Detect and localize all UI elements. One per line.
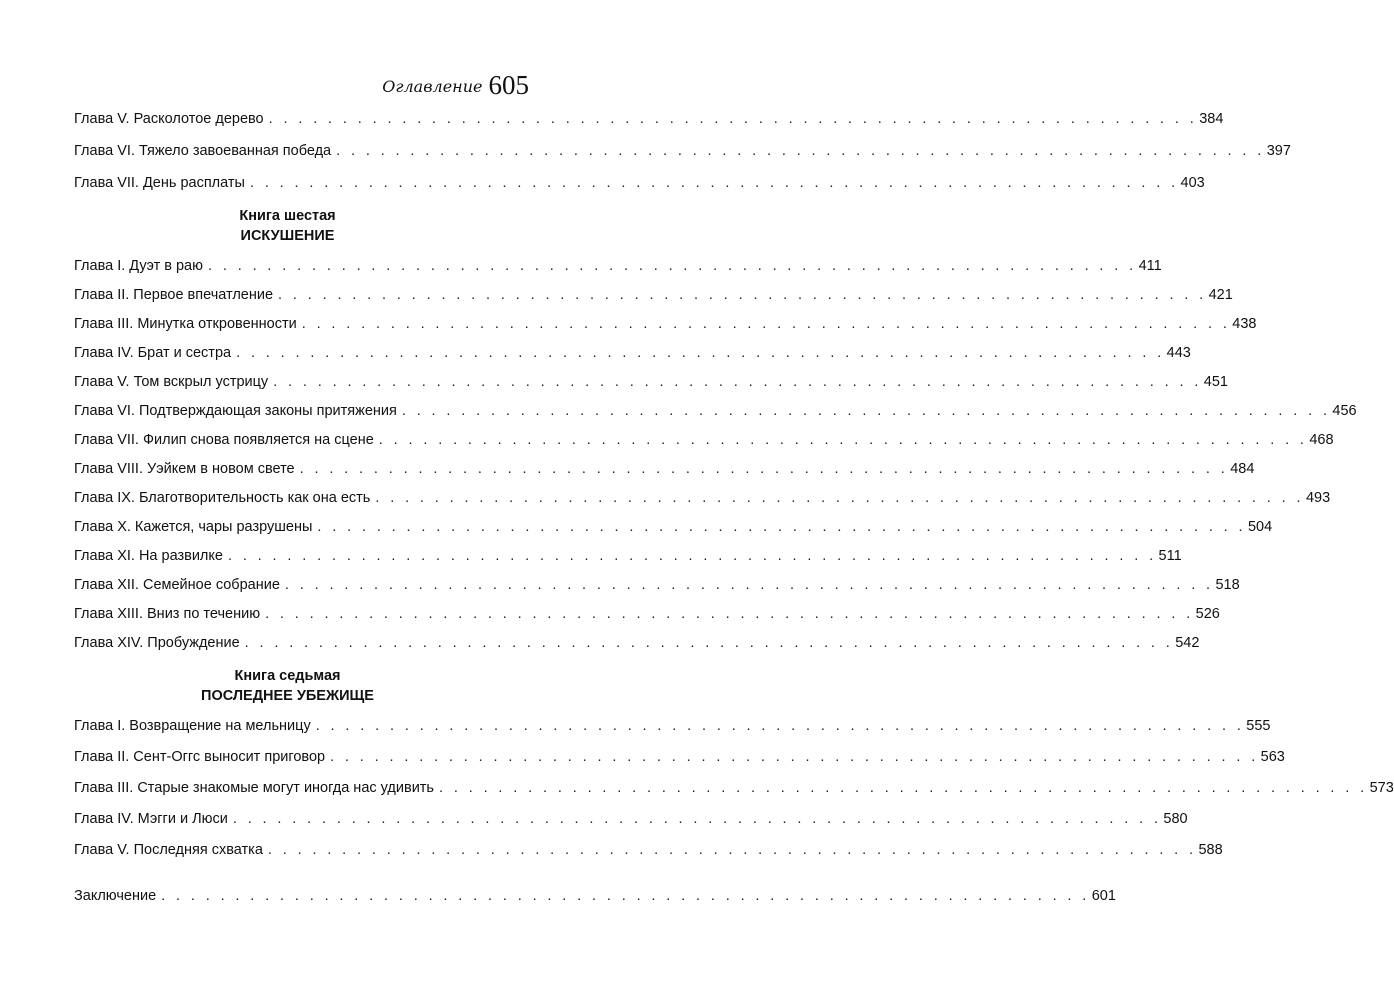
toc-entry-page: 493 [1305, 490, 1331, 506]
toc-entry-page: 484 [1230, 461, 1255, 477]
toc-leader-dots: . . . . . . . . . . . . . . . . . . . . . . . . . . . . . . . . . . . . . . . . . . . . . . . . . . . . . . . . . . . . . . . [208, 258, 1137, 274]
toc-leader-dots: . . . . . . . . . . . . . . . . . . . . . . . . . . . . . . . . . . . . . . . . . . . . . . . . . . . . . . . . . . . . . . . [330, 749, 1259, 765]
toc-entry-title: Глава V. Том вскрыл устрицу [74, 374, 269, 390]
toc-entry-page: 573 [1369, 780, 1394, 796]
toc-entry [74, 140, 1291, 162]
toc-entry [74, 574, 1240, 596]
toc-entry-page: 542 [1175, 635, 1200, 651]
toc-entry-title: Глава XI. На развилке [74, 548, 223, 564]
toc-entry [74, 632, 1200, 654]
toc-entry [74, 313, 1257, 335]
toc-entry-title: Глава IX. Благотворительность как она есть [74, 490, 371, 506]
toc-entry-page: 384 [1199, 111, 1224, 127]
toc-leader-dots: . . . . . . . . . . . . . . . . . . . . . . . . . . . . . . . . . . . . . . . . . . . . . . . . . . . . . . . . . . . . . . . [249, 175, 1179, 191]
toc-entry-page: 511 [1158, 548, 1182, 564]
toc-leader-dots: . . . . . . . . . . . . . . . . . . . . . . . . . . . . . . . . . . . . . . . . . . . . . . . . . . . . . . . . . . . . . . . [278, 287, 1207, 303]
book-title: ПОСЛЕДНЕЕ УБЕЖИЩЕ [201, 688, 374, 704]
toc-entry-page: 456 [1332, 403, 1357, 419]
toc-entry-page: 468 [1309, 432, 1334, 448]
toc-leader-dots: . . . . . . . . . . . . . . . . . . . . . . . . . . . . . . . . . . . . . . . . . . . . . . . . . . . . . . . . . . . . . . . [336, 143, 1265, 159]
toc-entry-page: 555 [1246, 718, 1271, 734]
toc-entry-title: Глава VIII. Уэйкем в новом свете [74, 461, 295, 477]
toc-entry [74, 458, 1255, 480]
toc-entry [74, 255, 1162, 277]
running-header [74, 70, 529, 101]
toc-entry-title: Глава XII. Семейное собрание [74, 577, 280, 593]
toc-leader-dots: . . . . . . . . . . . . . . . . . . . . . . . . . . . . . . . . . . . . . . . . . . . . . . . . . . . . . . . . . . . . . . . [317, 519, 1246, 535]
toc-entry-title: Глава VI. Тяжело завоеванная победа [74, 143, 332, 159]
toc-entry-page: 443 [1166, 345, 1191, 361]
toc-entry-title: Глава II. Сент-Оггс выносит приговор [74, 749, 326, 765]
toc-leader-dots: . . . . . . . . . . . . . . . . . . . . . . . . . . . . . . . . . . . . . . . . . . . . . . . . . . . . . . . . . . . . . . . [227, 548, 1157, 564]
toc-entry [74, 777, 1394, 799]
toc-entry-page: 518 [1215, 577, 1240, 593]
toc-entry-title: Глава I. Возвращение на мельницу [74, 718, 311, 734]
toc-leader-dots: . . . . . . . . . . . . . . . . . . . . . . . . . . . . . . . . . . . . . . . . . . . . . . . . . . . . . . . . . . . . . . . [244, 635, 1174, 651]
toc-leader-dots: . . . . . . . . . . . . . . . . . . . . . . . . . . . . . . . . . . . . . . . . . . . . . . . . . . . . . . . . . . . . . . . [375, 490, 1304, 506]
toc-entry-title: Глава I. Дуэт в раю [74, 258, 203, 274]
toc-entry-page: 451 [1203, 374, 1228, 390]
toc-entry [74, 746, 1285, 768]
toc-leader-dots: . . . . . . . . . . . . . . . . . . . . . . . . . . . . . . . . . . . . . . . . . . . . . . . . . . . . . . . . . . . . . . . [439, 780, 1368, 796]
toc-leader-dots: . . . . . . . . . . . . . . . . . . . . . . . . . . . . . . . . . . . . . . . . . . . . . . . . . . . . . . . . . . . . . . . [299, 461, 1229, 477]
toc-entry-title: Заключение [74, 888, 157, 904]
toc-entry-title: Глава XIV. Пробуждение [74, 635, 240, 651]
toc-entry-title: Глава VII. Филип снова появляется на сцене [74, 432, 374, 448]
toc-entry [74, 108, 1224, 130]
toc-entry-page: 403 [1180, 175, 1205, 191]
toc-entry-title: Глава IV. Мэгги и Люси [74, 811, 228, 827]
toc-entry-title: Глава III. Старые знакомые могут иногда нас удивить [74, 780, 434, 796]
toc-leader-dots: . . . . . . . . . . . . . . . . . . . . . . . . . . . . . . . . . . . . . . . . . . . . . . . . . . . . . . . . . . . . . . . [161, 888, 1090, 904]
toc-entry [74, 715, 1271, 737]
page-number: 605 [488, 70, 529, 100]
toc-entry [74, 487, 1331, 509]
toc-entry [74, 516, 1273, 538]
toc-entry-page: 526 [1195, 606, 1220, 622]
toc-entry-title: Глава V. Расколотое дерево [74, 111, 264, 127]
toc-entry-page: 438 [1232, 316, 1257, 332]
toc-entry-conclusion [74, 885, 1116, 907]
toc-entry [74, 400, 1357, 422]
toc-entry-page: 580 [1163, 811, 1188, 827]
toc-entry-page: 601 [1091, 888, 1116, 904]
toc-leader-dots: . . . . . . . . . . . . . . . . . . . . . . . . . . . . . . . . . . . . . . . . . . . . . . . . . . . . . . . . . . . . . . . [273, 374, 1202, 390]
toc-leader-dots: . . . . . . . . . . . . . . . . . . . . . . . . . . . . . . . . . . . . . . . . . . . . . . . . . . . . . . . . . . . . . . . [378, 432, 1308, 448]
toc-entry [74, 371, 1228, 393]
book-title: ИСКУШЕНИЕ [240, 228, 335, 244]
toc-entry-page: 504 [1247, 519, 1273, 535]
toc-entry-page: 397 [1266, 143, 1291, 159]
toc-leader-dots: . . . . . . . . . . . . . . . . . . . . . . . . . . . . . . . . . . . . . . . . . . . . . . . . . . . . . . . . . . . . . . . [315, 718, 1245, 734]
toc-leader-dots: . . . . . . . . . . . . . . . . . . . . . . . . . . . . . . . . . . . . . . . . . . . . . . . . . . . . . . . . . . . . . . . [265, 606, 1194, 622]
toc-entry-title: Глава XIII. Вниз по течению [74, 606, 261, 622]
toc-entry [74, 808, 1188, 830]
toc-entry-page: 563 [1260, 749, 1285, 765]
toc-entry-title: Глава II. Первое впечатление [74, 287, 274, 303]
toc-leader-dots: . . . . . . . . . . . . . . . . . . . . . . . . . . . . . . . . . . . . . . . . . . . . . . . . . . . . . . . . . . . . . . . [267, 842, 1197, 858]
toc-entry [74, 545, 1182, 567]
running-header-label: Оглавление [382, 77, 483, 96]
toc-entry-title: Глава IV. Брат и сестра [74, 345, 232, 361]
toc-entry [74, 603, 1220, 625]
toc-entry-title: Глава X. Кажется, чары разрушены [74, 519, 313, 535]
toc-entry-page: 411 [1138, 258, 1162, 274]
book-label: Книга седьмая [234, 668, 341, 684]
toc-leader-dots: . . . . . . . . . . . . . . . . . . . . . . . . . . . . . . . . . . . . . . . . . . . . . . . . . . . . . . . . . . . . . . . [268, 111, 1198, 127]
toc-entry-title: Глава VI. Подтверждающая законы притяжения [74, 403, 397, 419]
toc-entry [74, 284, 1233, 306]
toc-leader-dots: . . . . . . . . . . . . . . . . . . . . . . . . . . . . . . . . . . . . . . . . . . . . . . . . . . . . . . . . . . . . . . . [236, 345, 1165, 361]
toc-entry-page: 588 [1198, 842, 1223, 858]
toc-entry [74, 839, 1223, 861]
toc-entry-title: Глава III. Минутка откровенности [74, 316, 297, 332]
toc-entry [74, 429, 1334, 451]
toc-leader-dots: . . . . . . . . . . . . . . . . . . . . . . . . . . . . . . . . . . . . . . . . . . . . . . . . . . . . . . . . . . . . . . . [284, 577, 1214, 593]
toc-leader-dots: . . . . . . . . . . . . . . . . . . . . . . . . . . . . . . . . . . . . . . . . . . . . . . . . . . . . . . . . . . . . . . . [301, 316, 1231, 332]
toc-entry-title: Глава V. Последняя схватка [74, 842, 263, 858]
toc-entry [74, 342, 1191, 364]
toc-entry-page: 421 [1208, 287, 1233, 303]
book-label: Книга шестая [239, 208, 336, 224]
toc-entry-title: Глава VII. День расплаты [74, 175, 245, 191]
toc-leader-dots: . . . . . . . . . . . . . . . . . . . . . . . . . . . . . . . . . . . . . . . . . . . . . . . . . . . . . . . . . . . . . . . [401, 403, 1331, 419]
toc-entry [74, 172, 1205, 194]
toc-leader-dots: . . . . . . . . . . . . . . . . . . . . . . . . . . . . . . . . . . . . . . . . . . . . . . . . . . . . . . . . . . . . . . . [232, 811, 1162, 827]
